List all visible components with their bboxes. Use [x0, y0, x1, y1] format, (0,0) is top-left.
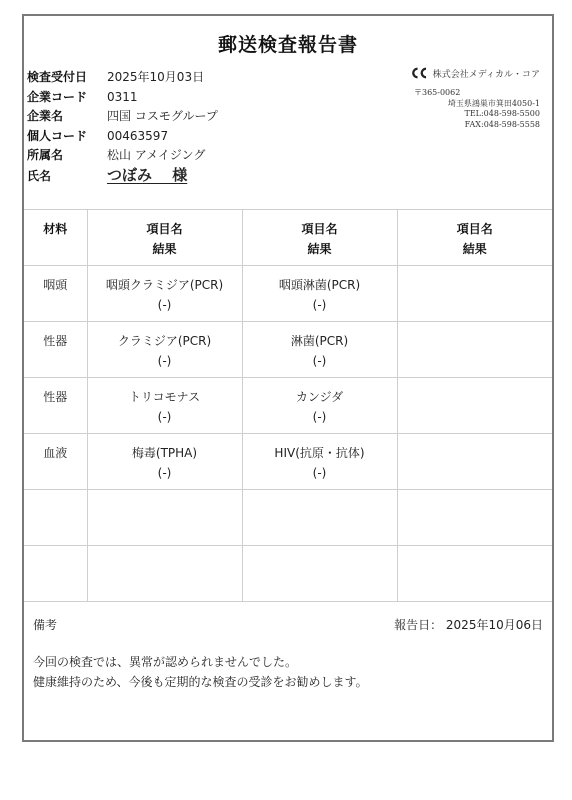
test-cell: [397, 322, 552, 378]
remark-line: 今回の検査では、異常が認められませんでした。: [33, 655, 298, 669]
address-line: 埼玉県鴻巣市箕田4050-1: [447, 98, 540, 108]
test-result: (-): [312, 298, 327, 312]
report-date: 報告日： 2025年10月06日: [394, 618, 543, 632]
info-row-company-name: [27, 107, 218, 127]
table-row: [24, 378, 552, 434]
info-label: 所属名: [27, 148, 64, 162]
test-result: (-): [157, 410, 172, 424]
test-name: トリコモナス: [128, 390, 201, 404]
material-cell: [24, 546, 87, 602]
test-result: (-): [312, 466, 327, 480]
test-name: HIV(抗原・抗体): [274, 446, 365, 460]
table-row: [24, 322, 552, 378]
table-header-row: [24, 210, 552, 266]
test-cell: [242, 546, 397, 602]
info-row-name: [27, 166, 218, 186]
info-row-department: [27, 146, 218, 166]
table-row: [24, 490, 552, 546]
test-cell: [242, 434, 397, 490]
table-row: [24, 434, 552, 490]
material-cell: 性器: [24, 378, 87, 434]
material-cell: 血液: [24, 434, 87, 490]
company-address: [410, 88, 540, 130]
header-item: 項目名 結果: [87, 210, 242, 266]
tel-number: TEL:048-598-5500: [464, 109, 540, 118]
test-result: (-): [157, 298, 172, 312]
company-name: 株式会社メディカル・コア: [432, 69, 540, 80]
info-label: 氏名: [27, 168, 52, 183]
test-cell: [397, 490, 552, 546]
results-table: [24, 209, 552, 602]
company-logo: [410, 64, 540, 82]
test-cell: [397, 434, 552, 490]
test-cell: [87, 266, 242, 322]
test-result: (-): [157, 466, 172, 480]
info-value: 四国 コスモグループ: [107, 109, 218, 123]
test-cell: [87, 322, 242, 378]
test-cell: [242, 266, 397, 322]
info-label: 個人コード: [27, 128, 88, 143]
test-cell: [87, 378, 242, 434]
notes-label: 備考: [33, 618, 58, 632]
test-cell: [242, 490, 397, 546]
test-result: (-): [312, 410, 327, 424]
test-cell: [242, 322, 397, 378]
test-name: クラミジア(PCR): [117, 334, 212, 348]
material-cell: 咽頭: [24, 266, 87, 322]
test-name: 咽頭淋菌(PCR): [278, 278, 361, 292]
info-value: 松山 アメイジング: [107, 148, 206, 162]
test-cell: [87, 490, 242, 546]
test-name: 梅毒(TPHA): [131, 446, 198, 460]
fax-number: FAX:048-598-5558: [464, 119, 540, 129]
info-row-company-code: [27, 88, 218, 108]
material-cell: [24, 490, 87, 546]
test-cell: [397, 266, 552, 322]
test-cell: [87, 546, 242, 602]
info-label: 検査受付日: [27, 70, 88, 84]
info-label: 企業コード: [27, 89, 88, 104]
table-row: [24, 546, 552, 602]
test-name: 咽頭クラミジア(PCR): [105, 278, 224, 292]
header-material: 材料: [24, 210, 87, 266]
info-row-reception-date: [27, 68, 218, 88]
test-name: 淋菌(PCR): [290, 334, 349, 348]
test-cell: [242, 378, 397, 434]
test-name: カンジダ: [295, 390, 344, 404]
material-cell: 性器: [24, 322, 87, 378]
test-result: (-): [312, 354, 327, 368]
header-item: 項目名 結果: [242, 210, 397, 266]
report-sheet: [22, 14, 554, 742]
info-value: 2025年10月03日: [107, 70, 205, 84]
remarks: [33, 652, 368, 692]
postal-code: 〒365-0062: [414, 88, 461, 97]
test-cell: [397, 546, 552, 602]
remark-line: 健康維持のため、今後も定期的な検査の受診をお勧めします。: [33, 675, 368, 689]
test-result: (-): [157, 354, 172, 368]
info-value: 00463597: [107, 128, 169, 143]
test-cell: [87, 434, 242, 490]
info-value: 0311: [107, 89, 138, 104]
header-item: 項目名 結果: [397, 210, 552, 266]
cc-logo-icon: [410, 66, 431, 80]
test-cell: [397, 378, 552, 434]
patient-name: つぼみ 様: [107, 165, 188, 184]
table-row: [24, 266, 552, 322]
info-label: 企業名: [27, 109, 64, 123]
report-title: 郵送検査報告書: [217, 34, 358, 56]
info-row-personal-code: [27, 127, 218, 147]
patient-info: [27, 68, 218, 185]
company-block: [410, 64, 540, 130]
